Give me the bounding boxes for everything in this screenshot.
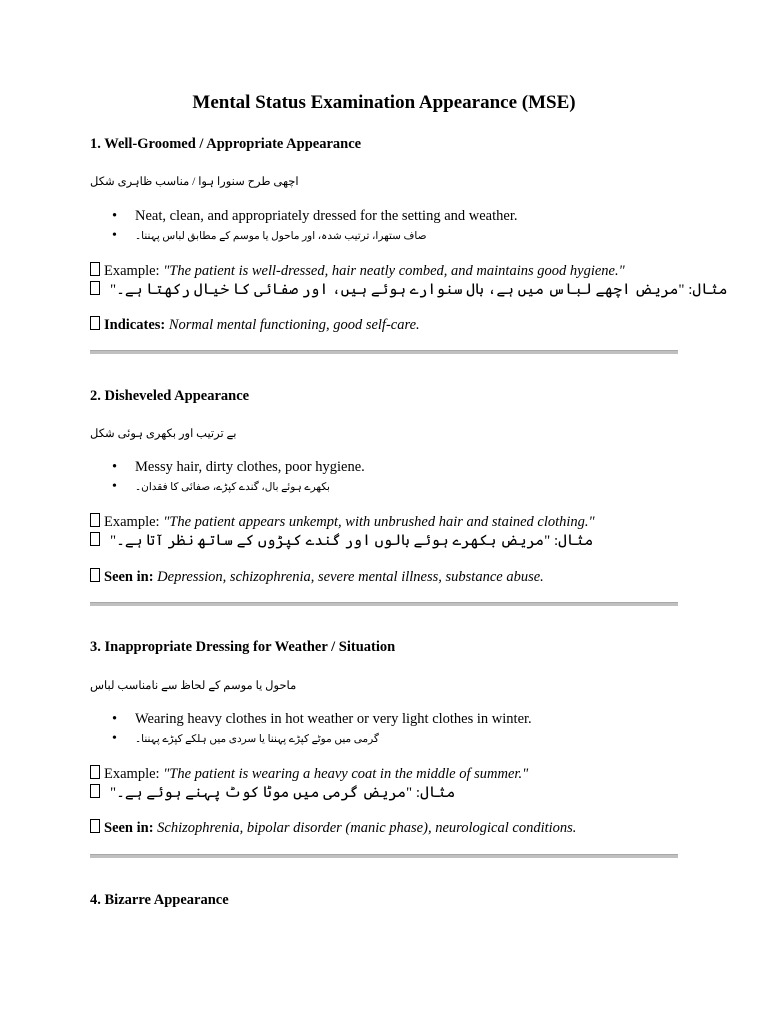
missing-glyph-icon	[90, 262, 100, 276]
section-heading: 1. Well-Groomed / Appropriate Appearance	[90, 136, 362, 152]
example-label: Example:	[104, 766, 160, 782]
urdu-example-line	[90, 531, 593, 550]
urdu-example-line	[90, 783, 455, 802]
bullet-dot: •	[112, 208, 118, 224]
example-line	[90, 765, 528, 783]
section-divider	[90, 602, 678, 606]
example-label: Example:	[104, 263, 160, 279]
page-title: Mental Status Examination Appearance (MSE)	[192, 92, 576, 113]
note-label: Seen in:	[104, 569, 154, 585]
bullet-text: Wearing heavy clothes in hot weather or very light clothes in winter.	[135, 711, 532, 727]
section-divider	[90, 350, 678, 354]
bullet-dot: •	[112, 731, 117, 746]
bullet-text-urdu: صاف ستھرا، ترتیب شدہ، اور ماحول یا موسم کے مطابق لباس پہننا۔	[135, 231, 427, 242]
bullet-dot: •	[112, 479, 117, 494]
example-label: Example:	[104, 514, 160, 530]
bullet-text-urdu: بکھرے ہوئے بال، گندے کپڑے، صفائی کا فقدان۔	[135, 482, 330, 493]
example-text: "The patient is wearing a heavy coat in the middle of summer."	[163, 766, 529, 782]
urdu-example-line	[90, 280, 728, 299]
bullet-text: Messy hair, dirty clothes, poor hygiene.	[135, 459, 365, 475]
bullet-text: Neat, clean, and appropriately dressed for the setting and weather.	[135, 208, 518, 224]
bullet-dot: •	[112, 459, 118, 475]
note-label: Indicates:	[104, 317, 166, 333]
section-heading: 4. Bizarre Appearance	[90, 892, 229, 908]
missing-glyph-icon	[90, 532, 100, 546]
section-urdu-heading: اچھی طرح سنورا ہوا / مناسب ظاہری شکل	[90, 176, 299, 188]
missing-glyph-icon	[90, 513, 100, 527]
missing-glyph-icon	[90, 819, 100, 833]
section-urdu-heading: ماحول یا موسم کے لحاظ سے نامناسب لباس	[90, 680, 297, 692]
missing-glyph-icon	[90, 784, 100, 798]
note-line	[90, 316, 420, 334]
note-text: Schizophrenia, bipolar disorder (manic phase), neurological conditions.	[157, 820, 577, 836]
example-line	[90, 262, 625, 280]
missing-glyph-icon	[90, 281, 100, 295]
missing-glyph-icon	[90, 316, 100, 330]
note-line	[90, 568, 544, 586]
missing-glyph-icon	[90, 568, 100, 582]
bullet-dot: •	[112, 711, 118, 727]
urdu-example-text: مثال: "مریض گرمی میں موٹا کوٹ پہنے ہوئے ہے۔"	[110, 785, 456, 801]
note-label: Seen in:	[104, 820, 154, 836]
example-text: "The patient is well-dressed, hair neatly combed, and maintains good hygiene."	[163, 263, 625, 279]
urdu-example-text: مثال: "مریض بکھرے ہوئے بالوں اور گندے کپڑوں کے ساتھ نظر آتا ہے۔"	[110, 533, 594, 549]
urdu-example-text: مثال: "مریض اچھے لباس میں ہے، بال سنوارے ہوئے ہیں، اور صفائی کا خیال رکھتا ہے۔"	[110, 282, 728, 298]
section-heading: 3. Inappropriate Dressing for Weather / Situation	[90, 639, 396, 655]
bullet-dot: •	[112, 228, 117, 243]
section-divider	[90, 854, 678, 858]
section-urdu-heading: بے ترتیب اور بکھری ہوئی شکل	[90, 428, 237, 440]
example-text: "The patient appears unkempt, with unbrushed hair and stained clothing."	[163, 514, 595, 530]
section-heading: 2. Disheveled Appearance	[90, 388, 250, 404]
bullet-text-urdu: گرمی میں موٹے کپڑے پہننا یا سردی میں ہلکے کپڑے پہننا۔	[135, 734, 379, 745]
note-text: Depression, schizophrenia, severe mental illness, substance abuse.	[157, 569, 544, 585]
note-line	[90, 819, 576, 837]
missing-glyph-icon	[90, 765, 100, 779]
example-line	[90, 513, 595, 531]
note-text: Normal mental functioning, good self-care.	[168, 317, 420, 333]
